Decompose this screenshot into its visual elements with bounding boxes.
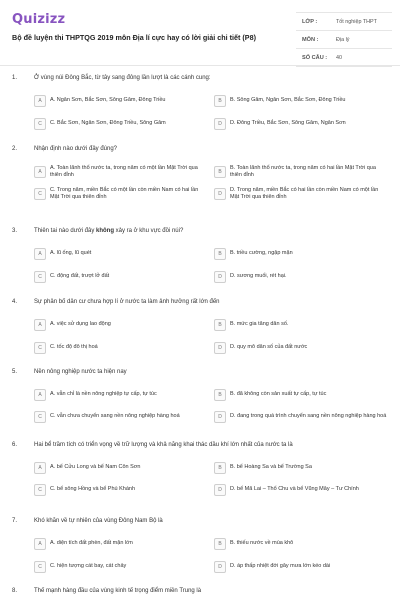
option-letter-box: C (34, 188, 46, 200)
question-7 (0, 517, 400, 587)
option-letter-box: C (34, 411, 46, 423)
option-text: C. động đất, trượt lở đất (50, 273, 110, 280)
option-text: D. sương muối, rét hại. (230, 273, 287, 280)
option-b[interactable] (214, 246, 388, 261)
option-letter-box: B (214, 319, 226, 331)
option-b[interactable] (214, 387, 388, 402)
question-3 (0, 227, 400, 298)
question-number: 5. (12, 369, 18, 375)
option-letter-box: A (34, 389, 46, 401)
question-number: 4. (12, 299, 18, 305)
option-letter-box: D (214, 561, 226, 573)
question-1 (0, 74, 400, 145)
option-d[interactable] (214, 269, 388, 284)
meta-row-class (296, 13, 392, 31)
option-text: A. lũ ống, lũ quét (50, 250, 92, 257)
option-text: C. Bắc Sơn, Ngân Sơn, Đông Triều, Sông Gâm (50, 120, 166, 127)
option-text: D. áp thấp nhiệt đới gây mưa lớn kéo dài (230, 563, 331, 570)
option-text: C. hiện tượng cát bay, cát chảy (50, 563, 127, 570)
option-d[interactable] (214, 340, 388, 355)
option-c[interactable] (34, 116, 208, 131)
option-a[interactable] (34, 246, 208, 261)
option-c[interactable] (34, 409, 208, 424)
option-text: B. mức gia tăng dân số. (230, 321, 289, 328)
option-text: A. việc sử dụng lao động (50, 321, 111, 328)
answer-options (34, 387, 388, 424)
option-letter-box: A (34, 95, 46, 107)
meta-table (296, 12, 392, 67)
answer-options (34, 460, 388, 497)
option-letter-box: C (34, 342, 46, 354)
meta-value: 40 (336, 54, 342, 61)
question-text (34, 227, 388, 235)
option-text: B. thiếu nước về mùa khô (230, 540, 294, 547)
option-text: D. bể Mã Lai – Thổ Chu và bể Vũng Mây – Tư Chính (230, 486, 359, 493)
option-d[interactable] (214, 186, 388, 201)
option-text: D. quy mô dân số của đất nước (230, 344, 308, 351)
meta-label: SỐ CÂU : (302, 54, 328, 61)
option-text: A. Ngân Sơn, Bắc Sơn, Sông Gâm, Đông Triều (50, 97, 166, 104)
option-c[interactable] (34, 559, 208, 574)
meta-value: Tốt nghiệp THPT (336, 18, 377, 25)
question-2 (0, 145, 400, 227)
option-text: A. vẫn chỉ là nền nông nghiệp tự cấp, tự túc (50, 391, 157, 398)
option-letter-box: A (34, 166, 46, 178)
option-letter-box: B (214, 462, 226, 474)
question-6 (0, 441, 400, 517)
answer-options (34, 93, 388, 131)
option-letter-box: C (34, 118, 46, 130)
option-b[interactable] (214, 536, 388, 551)
question-4 (0, 298, 400, 368)
option-text: C. bể sông Hồng và bể Phú Khánh (50, 486, 136, 493)
question-number: 2. (12, 146, 18, 152)
question-list (0, 74, 400, 599)
option-a[interactable] (34, 460, 208, 475)
option-text: C. tốc độ đô thị hoá (50, 344, 98, 351)
meta-value: Địa lý (336, 36, 350, 43)
quizizz-logo: Quizizz (12, 12, 66, 27)
option-letter-box: A (34, 462, 46, 474)
option-letter-box: B (214, 538, 226, 550)
option-letter-box: D (214, 118, 226, 130)
question-text: Nền nông nghiệp nước ta hiện nay (34, 369, 127, 375)
answer-options (34, 317, 388, 355)
option-text: D. Đông Triều, Bắc Sơn, Sông Gâm, Ngân Sơn (230, 120, 346, 127)
option-letter-box: C (34, 561, 46, 573)
meta-label: LỚP : (302, 18, 318, 25)
question-text: Thế mạnh hàng đầu của vùng kinh tế trọng điểm miền Trung là (34, 588, 202, 594)
option-d[interactable] (214, 559, 388, 574)
option-b[interactable] (214, 93, 388, 108)
option-b[interactable] (214, 460, 388, 475)
option-letter-box: B (214, 166, 226, 178)
option-a[interactable] (34, 93, 208, 108)
option-letter-box: D (214, 484, 226, 496)
question-text: Nhận định nào dưới đây đúng? (34, 146, 118, 152)
question-text: Khó khăn về tự nhiên của vùng Đông Nam Bộ là (34, 518, 163, 524)
option-letter-box: C (34, 271, 46, 283)
option-text: B. Toàn lãnh thổ nước ta, trong năm có hai lần Mặt Trời qua thiên đỉnh (230, 164, 376, 178)
question-text: Sự phân bố dân cư chưa hợp lí ở nước ta làm ảnh hưởng rất lớn đến (34, 299, 220, 305)
question-number: 1. (12, 75, 18, 81)
option-text: B. Sông Gâm, Ngân Sơn, Bắc Sơn, Đông Triều (230, 97, 346, 104)
meta-row-subject (296, 31, 392, 49)
header-divider (0, 65, 400, 66)
option-text: B. triều cường, ngập mặn (230, 250, 293, 257)
answer-options (34, 246, 388, 284)
option-text: A. diện tích đất phèn, đất mặn lớn (50, 540, 133, 547)
question-number: 8. (12, 588, 18, 594)
question-number: 7. (12, 518, 18, 524)
question-8 (0, 587, 400, 599)
option-d[interactable] (214, 482, 388, 497)
emphasis-word: không (96, 228, 114, 234)
option-letter-box: B (214, 248, 226, 260)
option-text: B. bể Hoàng Sa và bể Trường Sa (230, 464, 312, 471)
option-text: C. vẫn chưa chuyển sang nền nông nghiệp hàng hoá (50, 413, 180, 420)
option-d[interactable] (214, 116, 388, 131)
option-letter-box: C (34, 484, 46, 496)
option-letter-box: B (214, 95, 226, 107)
option-b[interactable] (214, 317, 388, 332)
question-number: 3. (12, 228, 18, 234)
option-letter-box: A (34, 319, 46, 331)
option-d[interactable] (214, 409, 388, 424)
option-b[interactable] (214, 164, 388, 179)
option-a[interactable] (34, 536, 208, 551)
option-c[interactable] (34, 269, 208, 284)
answer-options (34, 164, 388, 201)
answer-options (34, 536, 388, 574)
question-number: 6. (12, 442, 18, 448)
option-letter-box: A (34, 538, 46, 550)
question-text: Ở vùng núi Đông Bắc, từ tây sang đông lần lượt là các cánh cung: (34, 75, 211, 81)
option-c[interactable] (34, 186, 208, 201)
question-5 (0, 368, 400, 441)
option-text: A. Toàn lãnh thổ nước ta, trong năm có một lần Mặt Trời qua thiên đỉnh (50, 164, 198, 178)
option-c[interactable] (34, 340, 208, 355)
meta-label: MÔN : (302, 36, 319, 43)
option-letter-box: A (34, 248, 46, 260)
option-letter-box: D (214, 188, 226, 200)
option-letter-box: D (214, 342, 226, 354)
question-text-part: Thiên tai nào dưới đây (34, 228, 96, 234)
document-title: Bộ đề luyện thi THPTQG 2019 môn Địa lí cực hay có lời giải chi tiết (P8) (12, 33, 256, 42)
option-text: D. Trong năm, miền Bắc có hai lần còn miền Nam có một lần Mặt Trời qua thiên đỉnh (230, 186, 379, 200)
option-text: A. bể Cửu Long và bể Nam Côn Sơn (50, 464, 141, 471)
option-text: D. đang trong quá trình chuyển sang nền nông nghiệp hàng hoá (230, 413, 387, 420)
option-letter-box: D (214, 411, 226, 423)
option-text: C. Trong năm, miền Bắc có một lần còn miền Nam có hai lần Mặt Trời qua thiên đỉnh (50, 186, 199, 200)
question-text: Hai bể trầm tích có triển vọng về trữ lượng và khả năng khai thác dầu khí lớn nhất của nước ta là (34, 442, 293, 448)
option-letter-box: D (214, 271, 226, 283)
option-c[interactable] (34, 482, 208, 497)
option-a[interactable] (34, 317, 208, 332)
option-a[interactable] (34, 387, 208, 402)
option-text: B. đã không còn sản xuất tự cấp, tự túc (230, 391, 327, 398)
option-letter-box: B (214, 389, 226, 401)
option-a[interactable] (34, 164, 208, 179)
question-text-part: xảy ra ở khu vực đồi núi? (114, 228, 184, 234)
